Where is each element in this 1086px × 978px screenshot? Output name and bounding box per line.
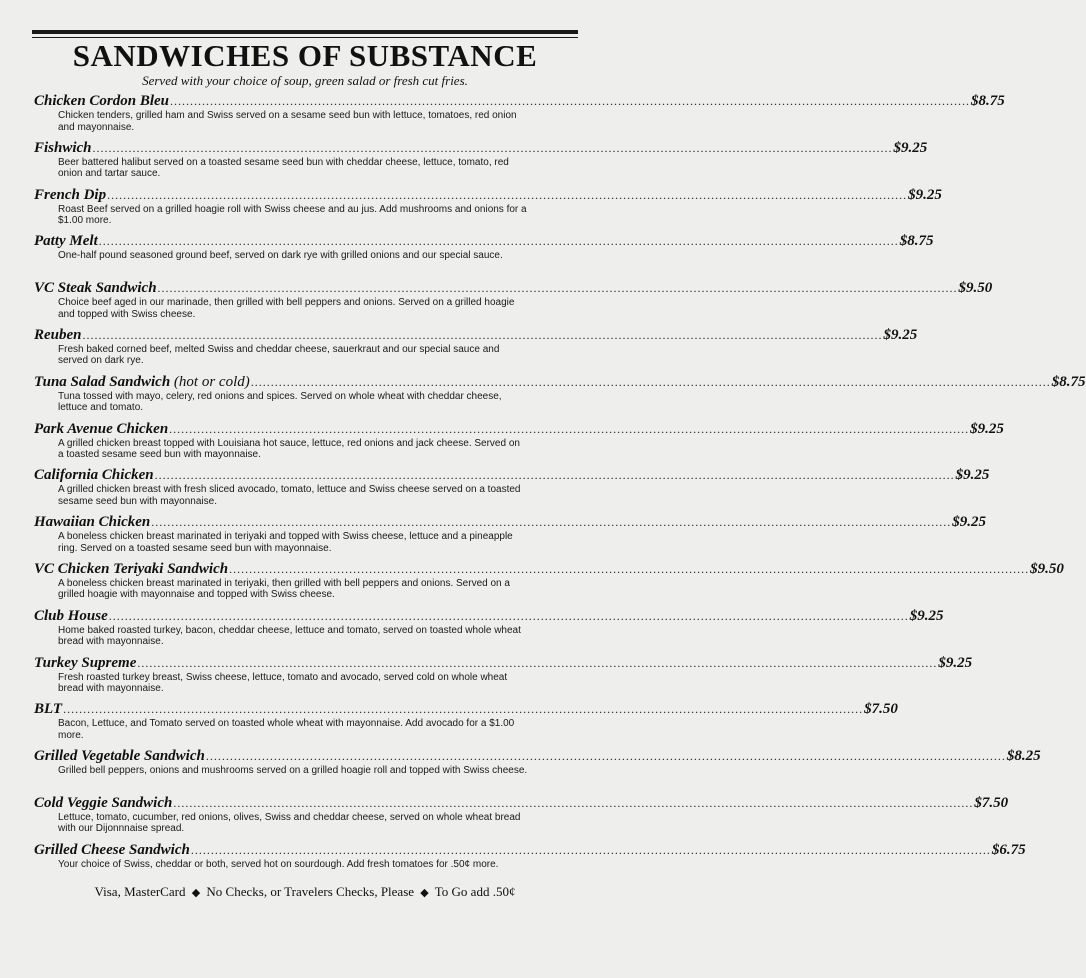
menu-item-name-text: VC Steak Sandwich [34, 280, 157, 297]
menu-item-price: $8.75 [1051, 373, 1086, 390]
menu-item-description: A boneless chicken breast marinated in teriyaki and topped with Swiss cheese, lettuce and a pineapple ring. Served on a toasted sesame seed bun with mayonnaise. [58, 531, 513, 554]
menu-item-price: $9.50 [1030, 560, 1064, 577]
menu-item [34, 467, 990, 514]
dot-leader: ........................................................................................................................................................................................................ [82, 327, 883, 342]
menu-item-name [34, 421, 168, 438]
dot-leader: ........................................................................................................................................................................................................ [190, 842, 991, 857]
dot-leader: ........................................................................................................................................................................................................ [137, 655, 938, 670]
menu-item-header [34, 701, 898, 718]
menu-item [34, 420, 1004, 468]
menu-item-header [34, 280, 993, 297]
dot-leader: ........................................................................................................................................................................................................ [98, 234, 899, 249]
dot-leader: ........................................................................................................................................................................................................ [250, 374, 1051, 389]
menu-item-header [34, 794, 1009, 812]
menu-item-price: $8.75 [899, 233, 934, 250]
menu-item-price: $9.25 [908, 186, 942, 203]
menu-item [34, 654, 973, 702]
menu-item-name [34, 93, 169, 110]
menu-item [34, 186, 942, 234]
menu-item [34, 373, 1086, 421]
menu-item-header [34, 93, 1005, 110]
menu-item-name [34, 467, 154, 484]
menu-item-header [34, 560, 1064, 578]
menu-item-note: (hot or cold) [173, 373, 250, 390]
menu-item-price: $9.50 [958, 280, 993, 297]
menu-item-name-text: Club House [34, 607, 108, 624]
menu-item-name-text: BLT [34, 701, 63, 718]
menu-item [34, 607, 944, 655]
menu-item-name [34, 795, 172, 812]
menu-item-header [34, 233, 934, 250]
menu-item-header [34, 514, 987, 531]
dot-leader: ........................................................................................................................................................................................................ [173, 795, 974, 810]
menu-item-description: Lettuce, tomato, cucumber, red onions, olives, Swiss and cheddar cheese, served on whole wheat bread with our Dijonnnaise spread. [58, 811, 521, 835]
menu-item-name-text: Park Avenue Chicken [34, 420, 169, 437]
menu-item-name-text: Patty Melt [34, 233, 98, 250]
menu-item-price: $9.25 [938, 654, 973, 671]
menu-item [34, 701, 898, 748]
menu-item-description: Fresh roasted turkey breast, Swiss cheese, lettuce, tomato and avocado, served cold on whole wheat bread with mayonnaise. [58, 671, 508, 695]
menu-item-name-text: Tuna Salad Sandwich [34, 373, 171, 390]
dot-leader: ........................................................................................................................................................................................................ [154, 468, 955, 483]
menu-item-description: Home baked roasted turkey, bacon, cheddar cheese, lettuce and tomato, served on toasted whole wheat bread with mayonnaise. [58, 624, 521, 648]
footer-cards: Visa, MasterCard [94, 884, 186, 899]
dot-leader: ........................................................................................................................................................................................................ [107, 187, 908, 202]
menu-item-name [34, 140, 92, 157]
menu-item-price: $7.50 [974, 794, 1009, 811]
menu-item-name [34, 842, 190, 859]
menu-item-description: A grilled chicken breast topped with Louisiana hot sauce, lettuce, red onions and jack cheese. Served on a toasted sesame seed bun with mayonnaise. [58, 437, 520, 461]
menu-item-name-text: Hawaiian Chicken [34, 514, 151, 531]
menu-item-description: Choice beef aged in our marinade, then grilled with bell peppers and onions. Served on a grilled hoagie and topped with Swiss cheese. [58, 297, 515, 320]
menu-item-price: $9.25 [952, 514, 987, 531]
menu-item-description: Chicken tenders, grilled ham and Swiss served on a sesame seed bun with lettuce, tomatoes, red onion and mayonnaise. [58, 110, 517, 133]
page-title: SANDWICHES OF SUBSTANCE [72, 38, 538, 73]
menu-item-description: One-half pound seasoned ground beef, served on dark rye with grilled onions and our special sauce. [58, 250, 503, 262]
menu-item-description: A grilled chicken breast with fresh sliced avocado, tomato, lettuce and Swiss cheese served on a toasted sesame seed bun with mayonnaise. [58, 484, 521, 507]
menu-item-description: Tuna tossed with mayo, celery, red onions and spices. Served on whole wheat with cheddar cheese, lettuce and tomato. [58, 390, 502, 414]
menu-item-name-text: Cold Veggie Sandwich [34, 794, 173, 811]
menu-item-name-text: Grilled Vegetable Sandwich [34, 748, 205, 765]
dot-leader: ........................................................................................................................................................................................................ [157, 281, 958, 296]
menu-item-header [34, 139, 928, 157]
menu-item [34, 326, 918, 374]
menu-item-description: Beer battered halibut served on a toasted sesame seed bun with cheddar cheese, lettuce, tomato, red onion and tartar sauce. [58, 156, 509, 180]
menu-item-name [34, 655, 136, 672]
menu-item-price: $9.25 [883, 326, 918, 343]
menu-item-price: $8.75 [971, 93, 1005, 109]
dot-leader: ........................................................................................................................................................................................................ [170, 94, 971, 108]
menu-item-name [34, 280, 157, 297]
menu-item-name [34, 748, 205, 765]
menu-item [34, 233, 934, 280]
menu-item-name [34, 327, 82, 344]
dot-leader: ........................................................................................................................................................................................................ [229, 561, 1030, 576]
menu-item [34, 514, 987, 561]
menu-item-name-text: Reuben [34, 326, 82, 343]
dot-leader: ........................................................................................................................................................................................................ [92, 140, 893, 155]
menu-item-price: $6.75 [991, 841, 1026, 858]
menu-item-description: Fresh baked corned beef, melted Swiss and cheddar cheese, sauerkraut and our special sauce and served on dark rye. [58, 343, 500, 367]
menu-item-header [34, 748, 1041, 765]
top-rule-thick [32, 30, 578, 34]
menu-item-name-text: Grilled Cheese Sandwich [34, 841, 190, 858]
dot-leader: ........................................................................................................................................................................................................ [169, 421, 970, 436]
menu-item-header [34, 607, 944, 625]
menu-item-price: $7.50 [864, 701, 898, 718]
menu-item-description: Your choice of Swiss, cheddar or both, served hot on sourdough. Add fresh tomatoes for .50¢ more. [58, 858, 499, 870]
dot-leader: ........................................................................................................................................................................................................ [108, 608, 909, 623]
menu-item-name-text: Chicken Cordon Bleu [34, 93, 170, 109]
footer-checks: No Checks, or Travelers Checks, Please [206, 884, 415, 899]
menu-item-name-text: Turkey Supreme [34, 654, 137, 671]
menu-item-price: $9.25 [955, 467, 990, 484]
dot-leader: ........................................................................................................................................................................................................ [151, 515, 952, 530]
diamond-icon: ◆ [420, 887, 429, 899]
menu-item [34, 280, 993, 327]
menu-item-name-text: French Dip [34, 186, 107, 203]
menu-item [34, 560, 1064, 608]
diamond-icon: ◆ [191, 887, 201, 899]
menu-item-description: A boneless chicken breast marinated in teriyaki, then grilled with bell peppers and onions. Served on a grilled hoagie with mayonnaise and topped with Swiss cheese. [58, 577, 510, 601]
page-subtitle: Served with your choice of soup, green salad or fresh cut fries. [142, 73, 468, 88]
menu-item-name-text: Fishwich [34, 139, 92, 156]
menu-item-price: $9.25 [970, 420, 1004, 437]
menu-item [34, 93, 1005, 140]
footer-to-go: To Go add .50¢ [434, 884, 516, 899]
dot-leader: ........................................................................................................................................................................................................ [205, 749, 1006, 764]
menu-item [34, 139, 928, 187]
menu-item-description: Grilled bell peppers, onions and mushrooms served on a grilled hoagie roll and topped with Swiss cheese. [58, 765, 528, 777]
menu-item-price: $8.25 [1006, 748, 1041, 765]
menu-item-header [34, 326, 918, 344]
menu-item-header [34, 373, 1086, 391]
menu-item-name [34, 701, 62, 718]
menu-item-list [34, 93, 1086, 889]
menu-item-header [34, 186, 942, 204]
menu-item-description: Roast Beef served on a grilled hoagie roll with Swiss cheese and au jus. Add mushrooms and onions for a $1.00 more. [58, 203, 527, 227]
menu-item-price: $9.25 [893, 139, 928, 156]
menu-item-name [34, 233, 98, 250]
menu-item-name-text: California Chicken [34, 467, 154, 484]
menu-item [34, 841, 1026, 889]
menu-item-header [34, 841, 1026, 859]
menu-item-header [34, 467, 990, 484]
menu-item-name [34, 608, 108, 625]
menu-item-description: Bacon, Lettuce, and Tomato served on toasted whole wheat with mayonnaise. Add avocado for a $1.00 more. [58, 718, 515, 741]
menu-item-header [34, 654, 973, 672]
menu-item-name-text: VC Chicken Teriyaki Sandwich [34, 560, 229, 577]
menu-item [34, 794, 1009, 842]
menu-item-name [34, 374, 250, 391]
menu-item-name [34, 561, 228, 578]
menu-item [34, 748, 1041, 795]
menu-item-header [34, 420, 1004, 438]
footer-note [32, 884, 578, 900]
menu-item-price: $9.25 [909, 607, 944, 624]
dot-leader: ........................................................................................................................................................................................................ [63, 702, 864, 717]
menu-item-name [34, 187, 106, 204]
menu-item-name [34, 514, 150, 531]
